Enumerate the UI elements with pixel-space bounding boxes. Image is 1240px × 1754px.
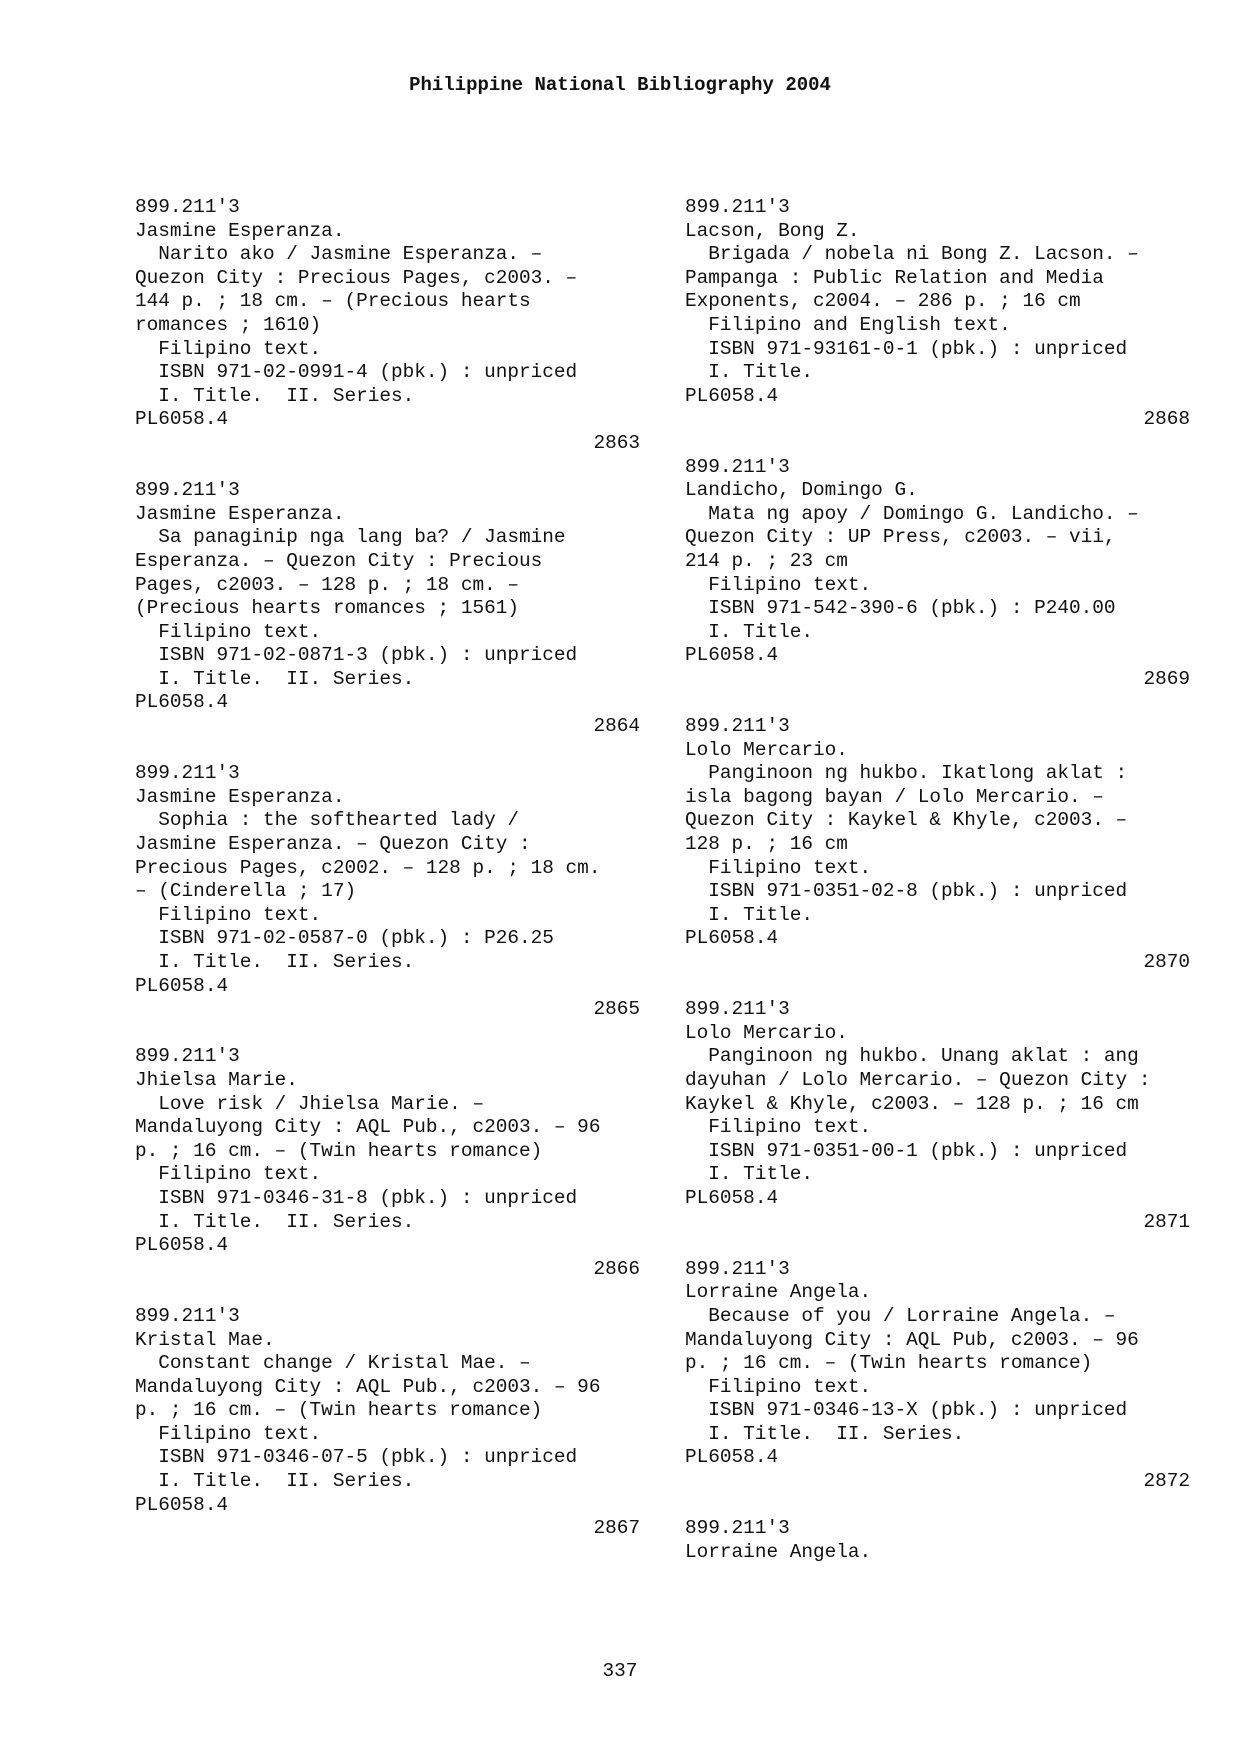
class-number: 899.211'3 bbox=[685, 196, 790, 218]
right-column bbox=[685, 196, 1190, 1588]
entry-description-line: ISBN 971-02-0871-3 (pbk.) : unpriced bbox=[135, 644, 578, 667]
entry-description-line: Filipino text. bbox=[685, 1116, 872, 1139]
call-number: PL6058.4 bbox=[135, 408, 229, 431]
class-number: 899.211'3 bbox=[135, 762, 240, 785]
class-number: 899.211'3 bbox=[685, 998, 790, 1021]
bibliography-entry bbox=[685, 998, 1190, 1234]
class-number: 899.211'3 bbox=[135, 1045, 240, 1068]
bibliography-entry bbox=[135, 479, 640, 739]
call-number: PL6058.4 bbox=[135, 691, 229, 714]
entry-author: Lolo Mercario. bbox=[685, 738, 848, 761]
entry-description-line: 144 p. ; 18 cm. – (Precious hearts bbox=[135, 290, 531, 313]
entry-description-line: I. Title. bbox=[685, 1163, 813, 1186]
entry-description-line: ISBN 971-02-0991-4 (pbk.) : unpriced bbox=[135, 361, 578, 384]
entry-description-line: 214 p. ; 23 cm bbox=[685, 549, 848, 572]
entry-description-line: Kaykel & Khyle, c2003. – 128 p. ; 16 cm bbox=[685, 1092, 1139, 1115]
class-number: 899.211'3 bbox=[135, 1304, 240, 1327]
bibliography-entry bbox=[135, 1045, 640, 1281]
entry-description-line: Filipino and English text. bbox=[685, 313, 1011, 336]
bibliography-entry bbox=[685, 1517, 1190, 1564]
entry-description-line: ISBN 971-0346-07-5 (pbk.) : unpriced bbox=[135, 1446, 578, 1469]
entry-description-line: Sophia : the softhearted lady / bbox=[135, 809, 519, 832]
call-number: PL6058.4 bbox=[685, 644, 779, 667]
entry-description-line: p. ; 16 cm. – (Twin hearts romance) bbox=[135, 1139, 543, 1162]
entry-description-line: I. Title. bbox=[685, 361, 813, 384]
entry-author: Lorraine Angela. bbox=[685, 1281, 872, 1304]
entry-description-line: isla bagong bayan / Lolo Mercario. – bbox=[685, 785, 1104, 808]
class-number: 899.211'3 bbox=[135, 479, 240, 502]
entry-description-line: – (Cinderella ; 17) bbox=[135, 880, 357, 903]
entry-description-line: 128 p. ; 16 cm bbox=[685, 833, 848, 856]
entry-description-line: Quezon City : Precious Pages, c2003. – bbox=[135, 266, 578, 289]
class-number: 899.211'3 bbox=[685, 715, 790, 738]
page-title: Philippine National Bibliography 2004 bbox=[409, 74, 831, 96]
entry-description-line: I. Title. II. Series. bbox=[135, 667, 415, 690]
bibliography-entry bbox=[685, 456, 1190, 692]
entry-description-line: Mandaluyong City : AQL Pub, c2003. – 96 bbox=[685, 1328, 1139, 1351]
class-number: 899.211'3 bbox=[685, 1517, 790, 1540]
entry-number: 2866 bbox=[593, 1257, 640, 1280]
entry-description-line: p. ; 16 cm. – (Twin hearts romance) bbox=[685, 1352, 1093, 1375]
entry-description-line: Because of you / Lorraine Angela. – bbox=[685, 1304, 1116, 1327]
entry-description-line: Mandaluyong City : AQL Pub., c2003. – 96 bbox=[135, 1375, 601, 1398]
entry-number: 2865 bbox=[593, 998, 640, 1021]
call-number: PL6058.4 bbox=[685, 1186, 779, 1209]
entry-description-line: Pampanga : Public Relation and Media bbox=[685, 266, 1104, 289]
entry-description-line: Love risk / Jhielsa Marie. – bbox=[135, 1092, 485, 1115]
class-number: 899.211'3 bbox=[135, 196, 240, 218]
entry-description-line: I. Title. II. Series. bbox=[135, 1470, 415, 1493]
entry-description-line: I. Title. II. Series. bbox=[135, 1210, 415, 1233]
entry-description-line: Filipino text. bbox=[685, 1375, 872, 1398]
entry-author: Landicho, Domingo G. bbox=[685, 479, 918, 502]
entry-description-line: Esperanza. – Quezon City : Precious bbox=[135, 549, 543, 572]
call-number: PL6058.4 bbox=[685, 384, 779, 407]
entry-description-line: ISBN 971-93161-0-1 (pbk.) : unpriced bbox=[685, 337, 1128, 360]
call-number: PL6058.4 bbox=[685, 1446, 779, 1469]
entry-author: Jhielsa Marie. bbox=[135, 1068, 298, 1091]
entry-description-line: (Precious hearts romances ; 1561) bbox=[135, 597, 519, 620]
entry-author: Lorraine Angela. bbox=[685, 1540, 872, 1563]
bibliography-entry bbox=[135, 196, 640, 456]
entry-description-line: I. Title. II. Series. bbox=[135, 951, 415, 973]
entry-description-line: I. Title. II. Series. bbox=[685, 1422, 965, 1445]
entry-description-line: Mandaluyong City : AQL Pub., c2003. – 96 bbox=[135, 1116, 601, 1139]
entry-description-line: I. Title. bbox=[685, 903, 813, 926]
entry-description-line: ISBN 971-02-0587-0 (pbk.) : P26.25 bbox=[135, 927, 554, 950]
entry-description-line: Exponents, c2004. – 286 p. ; 16 cm bbox=[685, 290, 1081, 313]
entry-author: Kristal Mae. bbox=[135, 1328, 275, 1351]
entry-description-line: ISBN 971-0351-00-1 (pbk.) : unpriced bbox=[685, 1139, 1128, 1162]
entry-description-line: Pages, c2003. – 128 p. ; 18 cm. – bbox=[135, 573, 519, 596]
entry-author: Jasmine Esperanza. bbox=[135, 785, 345, 808]
entry-description-line: ISBN 971-0346-13-X (pbk.) : unpriced bbox=[685, 1399, 1128, 1422]
entry-description-line: Sa panaginip nga lang ba? / Jasmine bbox=[135, 526, 566, 549]
entry-number: 2869 bbox=[1143, 667, 1190, 690]
entry-author: Lacson, Bong Z. bbox=[685, 219, 860, 242]
bibliography-entry bbox=[685, 196, 1190, 432]
class-number: 899.211'3 bbox=[685, 455, 790, 478]
entry-description-line: Filipino text. bbox=[135, 1163, 322, 1186]
entry-description-line: ISBN 971-0351-02-8 (pbk.) : unpriced bbox=[685, 880, 1128, 903]
call-number: PL6058.4 bbox=[135, 1234, 229, 1257]
entry-description-line: Quezon City : UP Press, c2003. – vii, bbox=[685, 526, 1116, 549]
entry-description-line: Constant change / Kristal Mae. – bbox=[135, 1352, 531, 1375]
bibliography-entry bbox=[685, 715, 1190, 975]
left-column bbox=[135, 196, 640, 1564]
call-number: PL6058.4 bbox=[135, 1493, 229, 1516]
entry-description-line: Filipino text. bbox=[685, 856, 872, 879]
entry-author: Jasmine Esperanza. bbox=[135, 502, 345, 525]
entry-description-line: Filipino text. bbox=[685, 573, 872, 596]
entry-number: 2864 bbox=[593, 715, 640, 738]
call-number: PL6058.4 bbox=[685, 927, 779, 950]
entry-description-line: I. Title. II. Series. bbox=[135, 384, 415, 407]
entry-number: 2863 bbox=[593, 431, 640, 454]
entry-author: Jasmine Esperanza. bbox=[135, 219, 345, 242]
entry-description-line: Panginoon ng hukbo. Unang aklat : ang bbox=[685, 1045, 1139, 1068]
entry-description-line: Filipino text. bbox=[135, 1422, 322, 1445]
entry-description-line: I. Title. bbox=[685, 620, 813, 643]
entry-description-line: Brigada / nobela ni Bong Z. Lacson. – bbox=[685, 243, 1139, 266]
entry-description-line: Filipino text. bbox=[135, 620, 322, 643]
entry-number: 2868 bbox=[1143, 408, 1190, 431]
entry-description-line: Narito ako / Jasmine Esperanza. – bbox=[135, 243, 543, 266]
entry-description-line: ISBN 971-542-390-6 (pbk.) : P240.00 bbox=[685, 597, 1116, 620]
entry-description-line: romances ; 1610) bbox=[135, 313, 322, 336]
call-number: PL6058.4 bbox=[135, 974, 229, 997]
bibliography-entry bbox=[135, 762, 640, 1022]
entry-number: 2871 bbox=[1143, 1210, 1190, 1233]
entry-description-line: Filipino text. bbox=[135, 903, 322, 926]
entry-description-line: Jasmine Esperanza. – Quezon City : bbox=[135, 833, 531, 856]
bibliography-entry bbox=[135, 1305, 640, 1541]
entry-number: 2867 bbox=[593, 1517, 640, 1540]
bibliography-entry bbox=[685, 1258, 1190, 1494]
entry-description-line: dayuhan / Lolo Mercario. – Quezon City : bbox=[685, 1068, 1151, 1091]
class-number: 899.211'3 bbox=[685, 1257, 790, 1280]
entry-description-line: Precious Pages, c2002. – 128 p. ; 18 cm. bbox=[135, 856, 601, 879]
entry-description-line: Mata ng apoy / Domingo G. Landicho. – bbox=[685, 502, 1139, 525]
entry-description-line: Quezon City : Kaykel & Khyle, c2003. – bbox=[685, 809, 1128, 832]
entry-description-line: p. ; 16 cm. – (Twin hearts romance) bbox=[135, 1399, 543, 1422]
page-number: 337 bbox=[602, 1660, 638, 1682]
entry-author: Lolo Mercario. bbox=[685, 1021, 848, 1044]
entry-number: 2870 bbox=[1143, 951, 1190, 973]
entry-number: 2872 bbox=[1143, 1470, 1190, 1493]
entry-description-line: Filipino text. bbox=[135, 337, 322, 360]
entry-description-line: ISBN 971-0346-31-8 (pbk.) : unpriced bbox=[135, 1186, 578, 1209]
entry-description-line: Panginoon ng hukbo. Ikatlong aklat : bbox=[685, 762, 1128, 785]
